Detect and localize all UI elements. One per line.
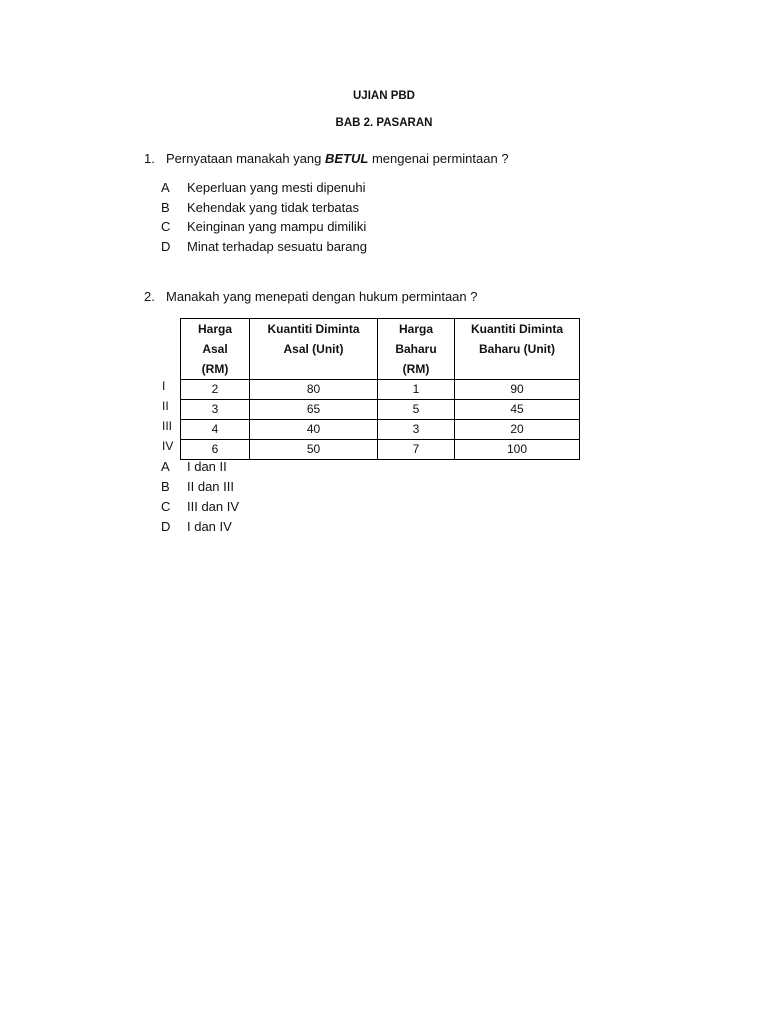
table-row bbox=[181, 440, 580, 460]
question-1 bbox=[144, 151, 509, 166]
question-text-before: Pernyataan manakah yang bbox=[166, 151, 325, 166]
option-letter: A bbox=[161, 459, 170, 474]
option-text: Kehendak yang tidak terbatas bbox=[187, 200, 360, 215]
table-row bbox=[181, 420, 580, 440]
question-number: 2. bbox=[144, 289, 155, 304]
header-line: Kuantiti Diminta bbox=[471, 322, 563, 336]
option-item bbox=[161, 219, 366, 234]
question-emphasis: BETUL bbox=[325, 151, 369, 166]
row-label: II bbox=[162, 399, 169, 413]
row-label: IV bbox=[162, 439, 174, 453]
header-line: Baharu (Unit) bbox=[479, 342, 555, 356]
header-cell bbox=[378, 319, 455, 380]
header-line: Harga bbox=[197, 322, 232, 336]
table-cell: 80 bbox=[250, 380, 378, 400]
table-row bbox=[181, 400, 580, 420]
table-cell: 4 bbox=[181, 420, 250, 440]
table-cell: 3 bbox=[181, 400, 250, 420]
option-text: III dan IV bbox=[187, 499, 240, 514]
option-text: Keperluan yang mesti dipenuhi bbox=[187, 180, 366, 195]
option-letter: C bbox=[161, 219, 171, 234]
question-text-after: mengenai permintaan ? bbox=[368, 151, 509, 166]
table-cell: 6 bbox=[181, 440, 250, 460]
question-2 bbox=[144, 289, 478, 304]
table-cell: 40 bbox=[250, 420, 378, 440]
header-line: Asal (Unit) bbox=[283, 342, 344, 356]
option-text: II dan III bbox=[187, 479, 234, 494]
header-line: Asal bbox=[202, 342, 228, 356]
option-item bbox=[161, 239, 367, 254]
table-cell: 50 bbox=[250, 440, 378, 460]
option-text: Minat terhadap sesuatu barang bbox=[187, 239, 367, 254]
table-cell: 2 bbox=[181, 380, 250, 400]
price-quantity-table bbox=[180, 318, 580, 460]
table-cell: 90 bbox=[455, 380, 580, 400]
table-cell: 100 bbox=[455, 440, 580, 460]
table-cell: 7 bbox=[378, 440, 455, 460]
option-letter: A bbox=[161, 180, 170, 195]
page-title: UJIAN PBD bbox=[353, 90, 415, 102]
option-item bbox=[161, 499, 239, 514]
option-item bbox=[161, 180, 366, 195]
header-cell bbox=[455, 319, 580, 380]
option-letter: D bbox=[161, 239, 171, 254]
header-line: (RM) bbox=[402, 362, 430, 376]
header-line: Harga bbox=[398, 322, 433, 336]
row-label: I bbox=[162, 379, 166, 393]
header-cell bbox=[181, 319, 250, 380]
option-item bbox=[161, 200, 359, 215]
option-text: I dan II bbox=[187, 459, 227, 474]
header-cell bbox=[250, 319, 378, 380]
option-item bbox=[161, 519, 232, 534]
chapter-title: BAB 2. PASARAN bbox=[335, 117, 433, 129]
table-cell: 5 bbox=[378, 400, 455, 420]
option-letter: B bbox=[161, 200, 170, 215]
question-number: 1. bbox=[144, 151, 155, 166]
option-letter: D bbox=[161, 519, 171, 534]
option-letter: B bbox=[161, 479, 170, 494]
table-cell: 45 bbox=[455, 400, 580, 420]
table-cell: 20 bbox=[455, 420, 580, 440]
option-letter: C bbox=[161, 499, 171, 514]
row-label: III bbox=[162, 419, 173, 433]
table-cell: 1 bbox=[378, 380, 455, 400]
option-item bbox=[161, 459, 227, 474]
header-line: Kuantiti Diminta bbox=[267, 322, 360, 336]
option-item bbox=[161, 479, 234, 494]
table-header-row bbox=[181, 319, 580, 380]
header-line: Baharu bbox=[395, 342, 437, 356]
option-text: Keinginan yang mampu dimiliki bbox=[187, 219, 367, 234]
option-text: I dan IV bbox=[187, 519, 232, 534]
table-cell: 3 bbox=[378, 420, 455, 440]
table-row bbox=[181, 380, 580, 400]
header-line: (RM) bbox=[201, 362, 229, 376]
question-text: Manakah yang menepati dengan hukum permintaan ? bbox=[166, 289, 478, 304]
table-cell: 65 bbox=[250, 400, 378, 420]
